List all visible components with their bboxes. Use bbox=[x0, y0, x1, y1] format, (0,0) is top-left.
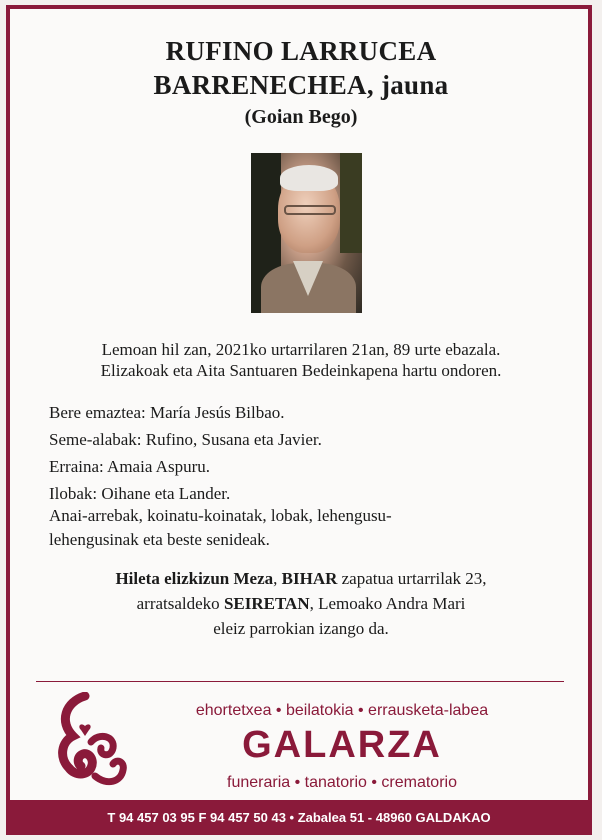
family-grandchildren: Ilobak: Oihane eta Lander. bbox=[49, 484, 231, 503]
family-daughter-in-law: Erraina: Amaia Aspuru. bbox=[49, 457, 210, 476]
goian-bego: (Goian Bego) bbox=[244, 106, 358, 128]
family-relatives-line-1: Anai-arrebak, koinatu-koinatak, lobak, lehengusu- bbox=[49, 506, 392, 525]
galarza-logo-icon bbox=[55, 692, 129, 792]
family-relatives-line-2: lehengusinak eta beste senideak. bbox=[49, 530, 270, 549]
funeral-line-1: Hileta elizkizun Meza, BIHAR zapatua urtarrilak 23, bbox=[115, 569, 487, 588]
services-spanish: funeraria • tanatorio • crematorio bbox=[227, 774, 457, 791]
name-line-1: RUFINO LARRUCEA bbox=[165, 36, 437, 66]
brand-name: GALARZA bbox=[242, 724, 442, 766]
name-line-2: BARRENECHEA, jauna bbox=[153, 70, 449, 100]
family-children: Seme-alabak: Rufino, Susana eta Javier. bbox=[49, 430, 322, 449]
funeral-line-3: eleiz parrokian izango da. bbox=[213, 619, 389, 638]
announcement-line-1: Lemoan hil zan, 2021ko urtarrilaren 21an, 89 urte ebazala. bbox=[101, 340, 501, 359]
portrait-photo bbox=[251, 153, 362, 313]
divider bbox=[36, 681, 564, 682]
family-wife: Bere emaztea: María Jesús Bilbao. bbox=[49, 403, 285, 422]
contact-footer: T 94 457 03 95 F 94 457 50 43 • Zabalea 51 - 48960 GALDAKAO bbox=[6, 800, 592, 835]
funeral-line-2: arratsaldeko SEIRETAN, Lemoako Andra Mari bbox=[136, 594, 466, 613]
services-basque: ehortetxea • beilatokia • errausketa-labea bbox=[195, 702, 489, 719]
announcement-line-2: Elizakoak eta Aita Santuaren Bedeinkapena hartu ondoren. bbox=[100, 361, 502, 380]
